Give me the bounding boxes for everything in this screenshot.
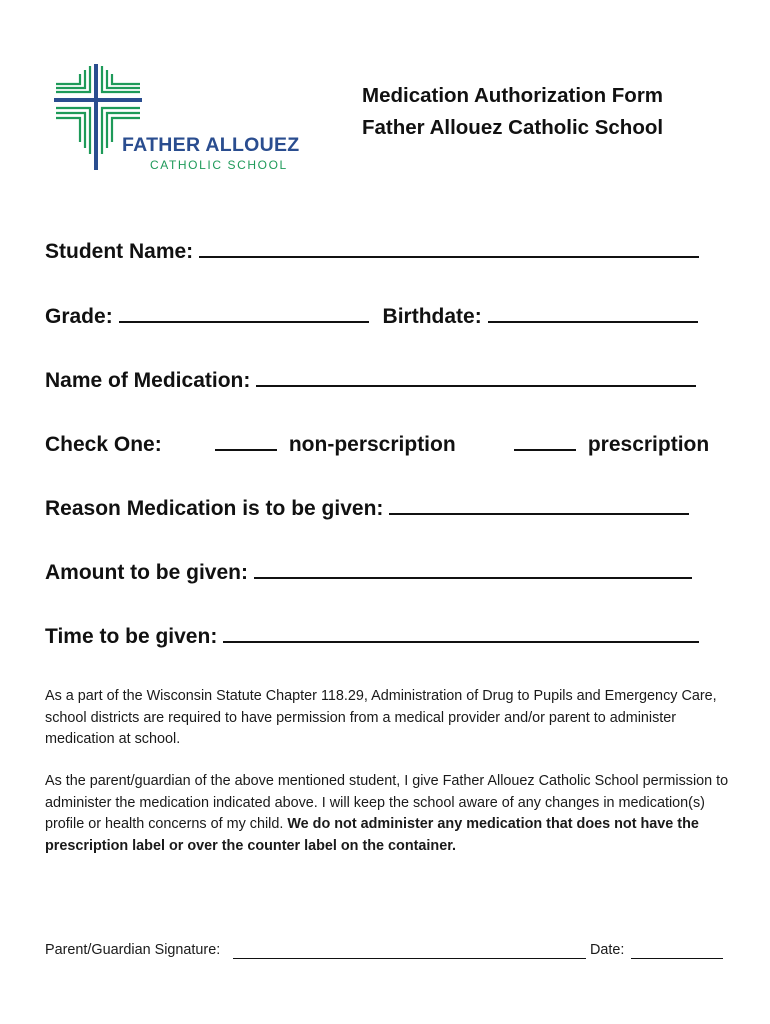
school-logo bbox=[50, 62, 320, 172]
form-title bbox=[362, 80, 663, 144]
signature-label: Parent/Guardian Signature: bbox=[45, 942, 221, 958]
date-label: Date: bbox=[590, 942, 625, 958]
logo-school-name: FATHER ALLOUEZ bbox=[122, 134, 300, 156]
student-name-field[interactable] bbox=[199, 240, 699, 258]
amount-label: Amount to be given: bbox=[45, 561, 248, 584]
check-one-label: Check One: bbox=[45, 433, 162, 456]
prescription-checkbox[interactable] bbox=[514, 433, 576, 451]
form-title-line-2: Father Allouez Catholic School bbox=[362, 116, 664, 139]
time-row bbox=[45, 625, 699, 649]
logo-school-subtitle: CATHOLIC SCHOOL bbox=[150, 158, 288, 172]
signature-row bbox=[45, 942, 725, 964]
permission-text: As the parent/guardian of the above mentioned student, I give Father Allouez Catholic School permission to administer the medication indicated above. I will keep the school aware of any changes in medication(s) profile or health concerns of my child. bbox=[45, 773, 729, 832]
reason-row bbox=[45, 497, 689, 521]
student-name-row bbox=[45, 240, 699, 264]
time-label: Time to be given: bbox=[45, 625, 218, 648]
permission-paragraph bbox=[45, 771, 735, 857]
nonprescription-checkbox[interactable] bbox=[215, 433, 277, 451]
signature-field[interactable] bbox=[233, 942, 586, 959]
nonprescription-label: non-perscription bbox=[288, 433, 456, 456]
medication-name-field[interactable] bbox=[256, 369, 696, 387]
student-name-label: Student Name: bbox=[45, 240, 194, 263]
check-one-row bbox=[45, 433, 735, 461]
medication-name-label: Name of Medication: bbox=[45, 369, 251, 392]
prescription-label: prescription bbox=[587, 433, 710, 456]
amount-row bbox=[45, 561, 692, 585]
amount-field[interactable] bbox=[254, 561, 692, 579]
permission-warning: We do not administer any medication that does not have the prescription label or over the counter label on the container. bbox=[45, 816, 699, 854]
grade-label: Grade: bbox=[45, 305, 113, 328]
time-field[interactable] bbox=[223, 625, 699, 643]
grade-field[interactable] bbox=[119, 305, 369, 323]
form-title-line-1: Medication Authorization Form bbox=[362, 84, 664, 107]
birthdate-field[interactable] bbox=[488, 305, 698, 323]
date-field[interactable] bbox=[631, 942, 723, 959]
reason-label: Reason Medication is to be given: bbox=[45, 497, 384, 520]
medication-name-row bbox=[45, 369, 696, 393]
reason-field[interactable] bbox=[389, 497, 689, 515]
statute-paragraph: As a part of the Wisconsin Statute Chapter 118.29, Administration of Drug to Pupils and Emergency Care, school districts are required to have permission from a medical provider and/or parent to administer medication at school. bbox=[45, 688, 717, 747]
grade-row bbox=[45, 305, 698, 329]
birthdate-label: Birthdate: bbox=[382, 305, 482, 328]
